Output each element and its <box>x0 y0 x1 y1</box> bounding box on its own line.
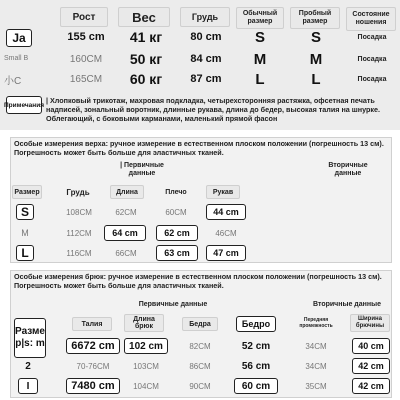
t2-group-primary: | Первичные данные <box>120 162 164 177</box>
t1-row2-grud: 84 cm <box>190 53 222 65</box>
t2-row2-rukav: 46CM <box>215 228 237 238</box>
t3-row3-dlina: 104CM <box>133 381 159 391</box>
t3-row2-talia: 70-76CM <box>76 361 110 371</box>
t1-header-rost: Рост <box>60 7 108 27</box>
t1-note-label: Примечания <box>6 96 42 114</box>
t1-row2-label: Small B <box>4 54 29 62</box>
t1-row3-prob: L <box>311 70 321 88</box>
t2-row3-rukav: 47 cm <box>206 245 246 261</box>
t3-header-prom: Передняя промежность <box>299 317 333 329</box>
t1-row2-ves: 50 кг <box>129 51 163 67</box>
t3-row1-talia: 6672 cm <box>66 338 120 354</box>
t2-header-plecho: Плечо <box>165 188 187 196</box>
t1-header-ves: Вес <box>118 7 170 27</box>
t1-row1-obych: S <box>254 28 265 46</box>
t2-header-dlina: Длина <box>110 185 144 199</box>
t3-header-shir: Ширина брючины <box>350 314 390 332</box>
t1-row2-obych: M <box>253 50 267 68</box>
t3-header-talia: Талия <box>72 317 112 331</box>
t3-row1-shir: 40 cm <box>352 338 390 354</box>
t2-row2-dlina: 64 cm <box>104 225 146 241</box>
t2-row3-plecho: 63 cm <box>156 245 198 261</box>
t1-row3-rost: 165CM <box>69 73 103 85</box>
t3-header-size: Размер|s: m <box>14 318 46 358</box>
t3-row1-dlina: 102 cm <box>124 338 168 354</box>
t3-row3-bedro: 60 cm <box>234 378 278 394</box>
t3-row3-talia: 7480 cm <box>66 378 120 394</box>
t3-header-bedra: Бедра <box>182 317 218 331</box>
t3-note-text: Особые измерения брюк: ручное измерение в естественном плоском положении (погрешность 13 см). Погрешность может быть больше для эластичных тканей. <box>14 272 382 290</box>
t1-row3-ves: 60 кг <box>129 71 163 87</box>
t1-row3-sost: Посадка <box>357 75 387 83</box>
t1-header-prob: Пробный размер <box>290 7 340 29</box>
t2-row1-rukav: 44 cm <box>206 204 246 220</box>
t3-row3-shir: 42 cm <box>352 378 390 394</box>
t1-row2-prob: M <box>309 50 323 68</box>
t3-header-dlina: Длина брюк <box>124 314 164 332</box>
t1-row3-obych: L <box>255 70 265 88</box>
t1-row3-grud: 87 cm <box>190 73 222 85</box>
t1-header-grud: Грудь <box>180 7 230 27</box>
t1-row1-prob: S <box>310 28 321 46</box>
t3-group-secondary: Вторичные данные <box>313 301 381 308</box>
t1-row1-sost: Посадка <box>357 33 387 41</box>
t2-row2-size: M <box>21 228 29 238</box>
t1-row1-label: Ja <box>6 29 32 47</box>
t3-row3-prom: 35CM <box>305 381 327 391</box>
t3-row3-size: I <box>18 378 38 394</box>
t2-row2-plecho: 62 cm <box>156 225 198 241</box>
t2-row1-plecho: 60CM <box>165 207 187 217</box>
t1-header-obych: Обычный размер <box>236 7 284 29</box>
t2-row3-grud: 116CM <box>66 248 92 258</box>
t2-row1-size: S <box>16 204 34 220</box>
t2-header-grud: Грудь <box>66 187 90 197</box>
t3-row2-bedro: 56 cm <box>241 360 271 372</box>
t1-row2-sost: Посадка <box>357 55 387 63</box>
t2-note-text: Особые измерения верха: ручное измерение в естественном плоском положении (погрешность 13 см). Погрешность может быть больше для эластичных тканей. <box>14 139 384 157</box>
t1-note-text: | Хлопковый трикотаж, махровая подкладка, четырехсторонняя растяжка, офсетная печать надписей, зональный воротник, длинные рукава, длина до бедер, высокая талия на шнурке. Облегающий, с боковыми карманами, маленький прямой фасон <box>46 96 381 123</box>
t3-row2-prom: 34CM <box>305 361 327 371</box>
t3-row3-bedra: 90CM <box>189 381 211 391</box>
t3-row1-prom: 34CM <box>305 341 327 351</box>
t2-row3-dlina: 66CM <box>115 248 137 258</box>
t2-row3-size: L <box>16 245 34 261</box>
t3-row1-bedro: 52 cm <box>241 340 271 352</box>
t1-header-sost: Состояние ношения <box>346 7 396 31</box>
t1-row1-ves: 41 кг <box>129 29 163 45</box>
t2-row1-dlina: 62CM <box>115 207 137 217</box>
t3-row2-size: 2 <box>25 360 31 372</box>
t3-row2-dlina: 103CM <box>133 361 159 371</box>
t2-header-size: Размер <box>12 185 42 199</box>
t3-row2-shir: 42 cm <box>352 358 390 374</box>
t3-group-primary: Первичные данные <box>138 301 208 308</box>
t3-row2-bedra: 86CM <box>189 361 211 371</box>
t1-row1-rost: 155 cm <box>67 31 105 43</box>
t2-group-secondary: Вторичные данные <box>328 162 368 177</box>
t2-header-rukav: Рукав <box>206 185 240 199</box>
t1-row3-label: 小C <box>4 75 22 87</box>
t3-header-bedro: Бедро <box>236 316 276 332</box>
t2-row2-grud: 112CM <box>66 228 92 238</box>
t3-row1-bedra: 82CM <box>189 341 211 351</box>
t2-row1-grud: 108CM <box>66 207 92 217</box>
t1-row1-grud: 80 cm <box>190 31 222 43</box>
t1-row2-rost: 160CM <box>69 53 103 65</box>
